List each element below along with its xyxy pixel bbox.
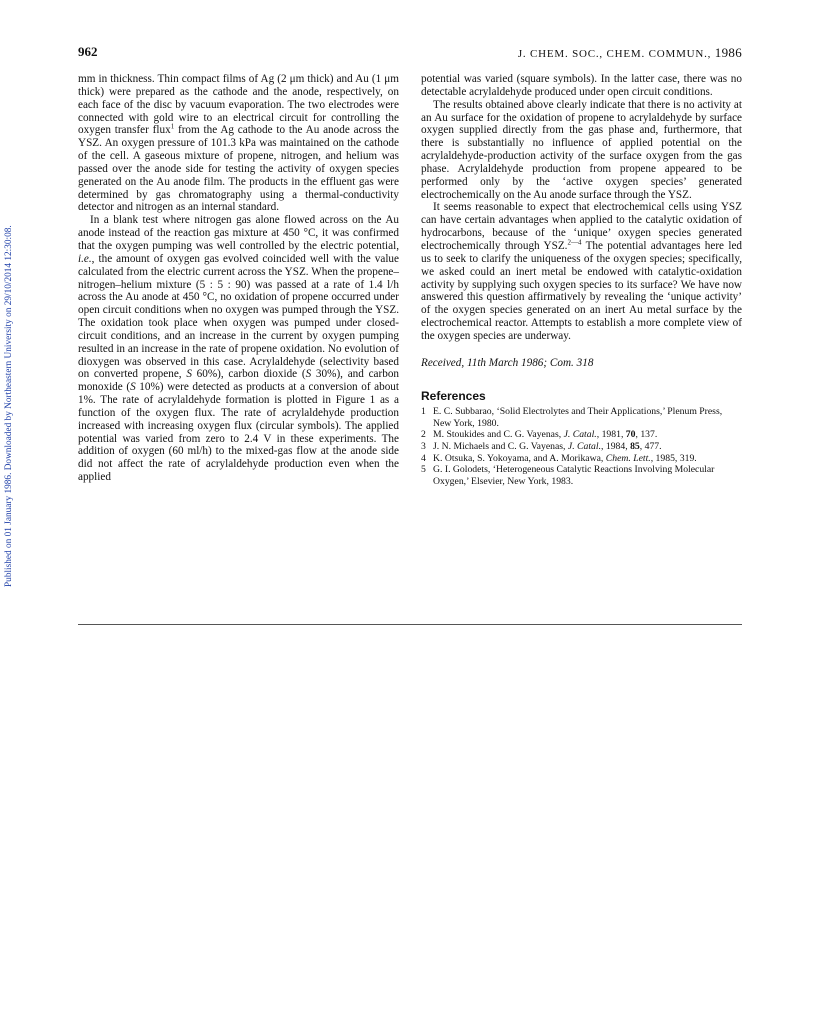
journal-year: 1986 <box>714 45 742 60</box>
reference-item: 5 G. I. Golodets, ‘Heterogeneous Catalytic Reactions Involving Molecular Oxygen,’ Elsevier, New York, 1983. <box>421 464 715 487</box>
footer-rule <box>78 624 742 625</box>
citation: 1 <box>170 122 175 131</box>
paragraph: In a blank test where nitrogen gas alone flowed across on the Au anode instead of the reaction gas mixture at 450 °C, it was confirmed that the oxygen pumping was well controlled by the electric potential, i.e., the amount of oxygen gas evolved coincided well with the value calculated from the electric current across the YSZ. When the propene–nitrogen–helium mixture (5 : 5 : 90) was passed at a rate of 1.4 l/h across the Au anode at 450 °C, no oxidation of propene occurred under open circuit conditions when no oxygen was pumped through the YSZ. The oxidation took place when oxygen was pumped under closed-circuit conditions, and an increase in the current by oxygen pumping resulted in an increase in the rate of propene oxidation. No evolution of dioxygen was observed in this case. Acrylaldehyde (selectivity based on converted propene, S 60%), carbon dioxide (S 30%), and carbon monoxide (S 10%) were detected as products at a conversion of about 1%. The rate of acrylaldehyde formation is plotted in Figure 1 as a function of the oxygen flux. The rate of acrylaldehyde production increased with increasing oxygen flux (circular symbols). The applied potential was varied from zero to 2.4 V in these experiments. The addition of oxygen (60 ml/h) to the mixed-gas flow at the anode side did not affect the rate of acrylaldehyde production even when the applied <box>78 214 400 484</box>
download-stamp: Published on 01 January 1986. Downloaded by Northeastern University on 29/10/2014 12:30:08. <box>4 225 14 587</box>
paragraph: potential was varied (square symbols). In the latter case, there was no detectable acrylaldehyde produced under open circuit conditions. <box>421 73 742 98</box>
page-number: 962 <box>78 44 98 59</box>
received-date: Received, 11th March 1986; Com. 318 <box>421 356 594 369</box>
reference-item: 4 K. Otsuka, S. Yokoyama, and A. Morikawa, Chem. Lett., 1985, 319. <box>421 452 697 464</box>
left-column <box>78 73 399 484</box>
citation: 2—4 <box>567 238 582 247</box>
references-heading: References <box>421 388 486 403</box>
journal-title: J. CHEM. SOC., CHEM. COMMUN., <box>517 48 712 60</box>
reference-item: 2 M. Stoukides and C. G. Vayenas, J. Catal., 1981, 70, 137. <box>421 429 658 441</box>
reference-list <box>421 406 742 486</box>
reference-item: 3 J. N. Michaels and C. G. Vayenas, J. Catal., 1984, 85, 477. <box>421 441 662 453</box>
paragraph: It seems reasonable to expect that electrochemical cells using YSZ can have certain advantages when applied to the catalytic oxidation of hydrocarbons, because of the ‘unique’ oxygen species generated electrochemically through YSZ.$^{2—4}$ The potential advantages here led us to seek to clarify the uniqueness of the oxygen species; specifically, we asked could an inert metal be endowed with catalytic-oxidation activity by supplying such oxygen species to its surface? We have now answered this question affirmatively by revealing the ‘unique activity’ of the oxygen species generated on an inert Au metal surface by the electrochemical reactor. Attempts to establish a more complete view of the oxygen species are underway. <box>421 201 743 342</box>
right-column <box>421 73 742 487</box>
journal-header <box>420 45 742 61</box>
paragraph: mm in thickness. Thin compact films of Ag (2 μm thick) and Au (1 μm thick) were prepared as the cathode and the anode, respectively, on each face of the disc by vacuum evaporation. The two electrodes were connected with gold wire to an electrical circuit for controlling the oxygen transfer flux$^1$ from the Ag cathode to the Au anode across the YSZ. An oxygen pressure of 101.3 kPa was maintained on the cathode of the cell. A gaseous mixture of propene, nitrogen, and helium was passed over the anode side for testing the activity of oxygen species generated on the Au anode film. The products in the effluent gas were determined by gas chromatography using a thermal-conductivity detector and nitrogen as an internal standard. <box>78 73 399 214</box>
reference-item: 1 E. C. Subbarao, ‘Solid Electrolytes and Their Applications,’ Plenum Press, New York, 1980. <box>421 406 723 429</box>
paragraph: The results obtained above clearly indicate that there is no activity at an Au surface for the oxidation of propene to acrylaldehyde by surface oxygen supplied directly from the gas phase and, furthermore, that there is substantially no influence of applied potential on the acrylaldehyde-production activity of the surface oxygen from the gas phase. Acrylaldehyde production from propene appeared to be performed only by the ‘active oxygen species’ generated electrochemically on the Au anode surface through the YSZ. <box>421 98 742 201</box>
